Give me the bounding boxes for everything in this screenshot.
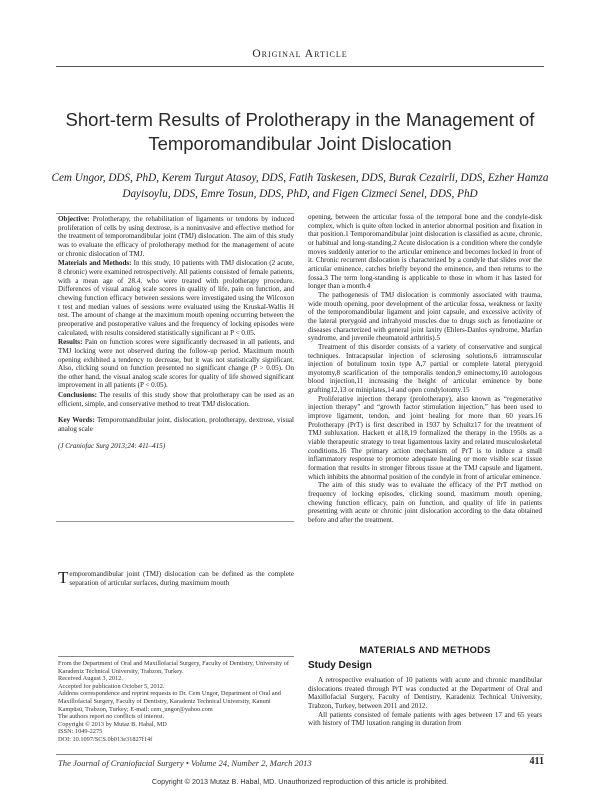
body-paragraph: The pathogenesis of TMJ dislocation is commonly associated with trauma, wide mouth opening, poor development of the articular fossa, weakness or laxity of the temporomandibular ligament and joint capsule, and excessive activity of the lateral pterygoid and infrahyoid muscles due to drugs such as fenotiazine or diseases characterized with general joint laxity (Ehlers-Danlos syndrome, Marfan syndrome, and juvenile rheumatoid arthritis).5	[308, 290, 542, 343]
keywords	[58, 416, 294, 433]
footnote-received: Received August 3, 2012.	[58, 675, 123, 683]
methods-heading: MATERIALS AND METHODS	[359, 645, 491, 655]
study-design-heading: Study Design	[308, 660, 372, 671]
abstract-methods	[58, 259, 294, 337]
abstract-conclusions	[58, 391, 294, 408]
body-paragraph: Treatment of this disorder consists of a variety of conservative and surgical techniques. Intracapsular injection of sclerosing solutions,6 intramuscular injection of botulinum toxin type A,7 partial or complete lateral pterygoid myotomy,8 scarification of the temporalis tendon,9 eminectomy,10 autologous blood injection,11 increasing the height of articular eminence by bone grafting12,13 or miniplates,14 and open condylotomy.15	[308, 342, 542, 395]
results-text: Pain on function scores were significantly decreased in all patients, and TMJ locking were not observed during the follow-up period. Maximum mouth opening exhibited a tendency to decrease, but it was not statistically significant. Also, clicking sound on function presented no significant change (P > 0.05). On the other hand, the visual analog scale scores for quality of life showed significant improvement in all patients (P < 0.05).	[58, 338, 294, 390]
article-title: Short-term Results of Prolotherapy in the Management of Temporomandibular Joint Dislocation	[65, 109, 535, 154]
abstract-results	[58, 338, 294, 390]
introduction-start	[58, 570, 294, 587]
body-paragraph: opening, between the articular fossa of the temporal bone and the condyle-disk complex, which is quite often locked in anterior abnormal position and fixation in that position.1 Temporomandibular joint dislocation is classified as acute, chronic, or habitual and long-standing.2 Acute dislocation is a condition where the condyle moves suddenly anterior to the articular eminence and becomes locked in front of it. Chronic recurrent dislocation is characterized by a condyle that slides over the articular eminence, catches briefly beyond the eminence, and then returns to the fossa.3 The term long-standing is applicable to those in whom it has lasted for longer than a month.4	[308, 213, 542, 291]
methods-body	[308, 676, 542, 728]
footer-journal: The Journal of Craniofacial Surgery • Volume 24, Number 2, March 2013	[58, 758, 312, 768]
keywords-label: Key Words:	[58, 416, 95, 425]
footnote-issn: ISSN: 1049-2275	[58, 728, 103, 736]
header-rule	[56, 66, 544, 67]
methods-paragraph: A retrospective evaluation of 10 patients with acute and chronic mandibular dislocations treated through PrT was conducted at the Department of Oral and Maxillofacial Surgery, Faculty of Dentistry, Karadeniz Technical University, Trabzon, Turkey, between 2011 and 2012.	[308, 676, 542, 710]
conclusions-label: Conclusions:	[58, 391, 98, 400]
methods-text: In this study, 10 patients with TMJ dislocation (2 acute, 8 chronic) were examined retrospectively. All patients consisted of female patients, with a mean age of 28.4, who were treated with prolotherapy procedure. Differences of visual analog scale scores in quality of life, pain on function, and chewing function efficacy between sessions were investigated using the Wilcoxon t test and median values of sessions were evaluated using the Kruskal-Wallis H test. The amount of change at the maximum mouth opening occurring between the preoperative and postoperative values and the frequency of locking episodes were calculated, with results considered statistically significant at P < 0.05.	[58, 259, 295, 337]
section-label: Original Article	[252, 48, 348, 60]
footer-rule	[56, 754, 544, 755]
body-paragraph: Proliferative injection therapy (prolotherapy), also known as “regenerative injection therapy” and “growth factor stimulation injection,” has been used to improve ligament, tendon, and joint healing for more than 60 years.16 Prolotherapy (PrT) is first described in 1937 by Schultz17 for the treatment of TMJ subluxation. Hackett et al18,19 formalized the therapy in the 1950s as a viable therapeutic strategy to treat ligamentous laxity and related musculoskeletal conditions.16 The primary action mechanism of PrT is to induce a small inflammatory response to promote adequate healing or more visible scar tissue formation that results in stronger fibrous tissue at the TMJ capsule and ligament, which inhibits the abnormal position of the condyle in front of articular eminence.	[308, 394, 542, 481]
footnote-accepted: Accepted for publication October 5, 2012.	[58, 682, 165, 690]
footnote-correspondence: Address correspondence and reprint requests to Dr. Cem Ungor, Department of Oral and Maxillofacial Surgery, Faculty of Dentistry, Karadeniz Technical University, Kanuni Kampüsü, Trabzon, Turkey; E-mail: cem_ungor@yahoo.com	[58, 690, 281, 713]
results-label: Results:	[58, 338, 83, 347]
copyright-notice: Copyright © 2013 Mutaz B. Habal, MD. Unauthorized reproduction of this article is prohibited.	[151, 777, 449, 786]
footnote-conflicts: The authors report no conflicts of interest.	[58, 713, 165, 721]
methods-paragraph: All patients consisted of female patients with ages between 17 and 65 years with history of TMJ luxation ranging in duration from	[308, 710, 542, 728]
methods-label: Materials and Methods:	[58, 259, 132, 268]
body-right-column	[308, 213, 542, 525]
conclusions-text: The results of this study show that prolotherapy can be used as an efficient, simple, and conservative method to treat TMJ dislocation.	[58, 391, 294, 408]
body-paragraph: The aim of this study was to evaluate the efficacy of the PrT method on frequency of locking episodes, clicking sound, maximum mouth opening, chewing function efficacy, pain on function, and quality of life in patients presenting with acute or chronic joint dislocation according to the data obtained before and after the treatment.	[308, 481, 542, 524]
page-number: 411	[529, 756, 544, 767]
footnotes	[58, 660, 294, 744]
keywords-text: Temporomandibular joint, dislocation, prolotherapy, dextrose, visual analog scale	[58, 416, 294, 434]
footnote-doi: DOI: 10.1097/SCS.0b013e31827f14f	[58, 735, 153, 743]
footnote-copyright: Copyright © 2013 by Mutaz B. Habal, MD	[58, 720, 167, 728]
objective-text: Prolotherapy, the rehabilitation of ligaments or tendons by induced proliferation of cells by using dextrose, is a noninvasive and effective method for the treatment of temporomandibular joint (TMJ) dislocation. The aim of this study was to evaluate the efficacy of prolotherapy method for the management of acute or chronic dislocation of TMJ.	[58, 215, 294, 258]
footnote-affiliation: From the Department of Oral and Maxillofacial Surgery, Faculty of Dentistry, University of Karadeniz Technical University, Trabzon, Turkey.	[58, 660, 289, 675]
abstract	[58, 215, 294, 451]
footnote-rule	[58, 656, 294, 657]
author-list: Cem Ungor, DDS, PhD, Kerem Turgut Atasoy, DDS, Fatih Taskesen, DDS, Burak Cezairli, DDS, Ezher Hamza Dayisoylu, DDS, Emre Tosun, DDS, PhD, and Figen Cizmeci Senel, DDS, PhD	[51, 172, 549, 200]
objective-label: Objective:	[58, 215, 90, 223]
intro-text: emporomandibular joint (TMJ) dislocation can be defined as the complete separation of articular surfaces, during maximum mouth	[69, 570, 294, 587]
abstract-objective	[58, 215, 294, 258]
dropcap: T	[58, 568, 69, 587]
citation: (J Craniofac Surg 2013;24: 411–415)	[58, 441, 166, 450]
